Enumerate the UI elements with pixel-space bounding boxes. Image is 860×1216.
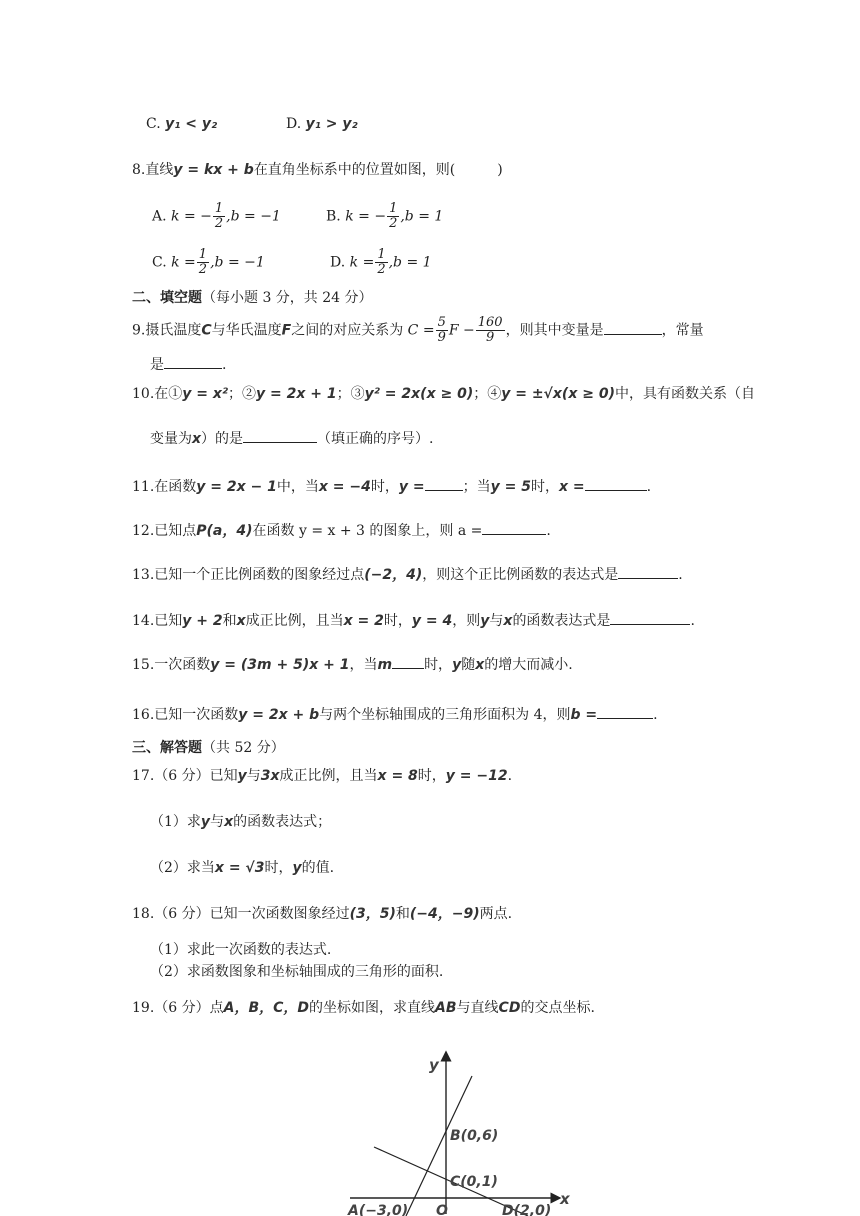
section-title: 三、解答题 [132,740,202,756]
q8-prefix: 8.直线 [132,162,174,178]
q14-expr-5: y [480,613,490,629]
q15-sep: 时， [424,657,453,673]
q13-suffix: . [678,567,683,583]
q17-p1-suffix: 的函数表达式； [233,814,332,830]
q17-p1-expr-1: y [200,814,211,830]
q9-formula-mid: F − [448,322,475,339]
fraction-numerator: 1 [214,201,224,216]
x-axis-label: x [560,1190,570,1208]
q17-expr-3: x = 8 [377,768,418,784]
origin-label: O [436,1203,448,1216]
option-b: ,b = −1 [226,208,281,225]
q11-expr-2: x = −4 [318,479,371,495]
q17-expr-1: y [237,768,247,784]
point-a-label: A(−3,0) [348,1203,409,1216]
q15-suffix: 的增大而减小. [484,657,573,673]
q10-expr-3: y² = 2x(x ≥ 0) [364,386,474,402]
section-note: （每小题 3 分，共 24 分） [202,290,373,306]
q15-sep: ，当 [349,657,378,673]
question-18-part-1: （1）求此一次函数的表达式. [150,942,332,958]
q9-c: C [201,322,212,339]
q10-var: x [192,431,202,447]
option-expr: y₁ > y₂ [305,116,358,132]
q15-expr-4: x [475,657,485,673]
q11-prefix: 11.在函数 [132,479,197,495]
fraction-numerator: 160 [477,315,503,330]
q10-sep: ；② [228,386,257,402]
q14-sep: 成正比例，且当 [245,613,344,629]
q15-expr-2: m [377,657,393,673]
section-title: 二、填空题 [132,290,202,306]
q12-suffix: . [546,523,551,539]
fraction-numerator: 1 [389,201,398,216]
q15-expr-1: y = (3m + 5)x + 1 [210,657,350,673]
q11-expr-5: x = [558,479,585,495]
q11-sep: ；当 [462,479,491,495]
q18-mid: 和 [395,906,410,922]
fraction-numerator: 1 [198,247,208,262]
q17-p2-prefix: （2）求当 [150,860,215,876]
q13-mid: ，则这个正比例函数的表达式是 [422,567,619,583]
option-label: C. [152,254,167,271]
q14-sep: 时， [383,613,412,629]
q8-expr: y = kx + b [173,162,254,178]
fraction-denominator: 9 [437,330,446,345]
q11-sep: 时， [530,479,559,495]
option-k: k = [349,254,375,271]
q17-prefix: 17.（6 分）已知 [132,768,238,784]
q17-sep: 成正比例，且当 [279,768,378,784]
q15-prefix: 15.一次函数 [132,657,211,673]
q19-mid2: 与直线 [456,1000,499,1016]
q8-suffix: 在直角坐标系中的位置如图，则( ) [253,162,503,178]
q17-suffix: . [507,768,513,784]
q9-mid: 与华氏温度 [211,322,282,339]
q17-expr-2: 3x [260,768,280,784]
q10-sep: ；④ [473,386,502,402]
option-k: k = [171,254,196,271]
q10-prefix: 10.在① [132,386,183,402]
option-label: C. [146,116,161,132]
q10-line2-prefix: 变量为 [150,431,192,447]
q14-expr-3: x = 2 [343,613,384,629]
q12-prefix: 12.已知点 [132,523,197,539]
q18-expr-1: (3，5) [349,906,396,922]
q17-p1-prefix: （1）求 [150,814,201,830]
q10-sep: ；③ [336,386,365,402]
q14-prefix: 14.已知 [132,613,183,629]
option-k: k = − [171,208,212,225]
q16-mid: 与两个坐标轴围成的三角形面积为 4，则 [319,707,571,723]
fraction-denominator: 2 [214,216,224,231]
fraction-numerator: 5 [437,315,446,330]
q19-expr-2: AB [435,1000,457,1016]
q14-suffix: . [690,613,695,629]
line-ab [406,1076,472,1216]
q15-expr-3: y [452,657,462,673]
q10-line2-mid: ）的是 [201,431,244,447]
option-k: k = − [345,208,387,225]
q14-sep: 和 [222,613,237,629]
option-label: D. [330,254,346,271]
q14-expr-2: x [236,613,246,629]
q17-sep: 与 [246,768,261,784]
q9-suffix2: ，常量 [661,322,704,339]
fraction-denominator: 2 [198,262,208,277]
q18-expr-2: (−4，−9) [409,906,480,922]
q17-p2-suffix: 的值. [301,860,335,876]
option-label: B. [326,208,341,225]
q14-expr-6: x [503,613,513,629]
q11-expr-4: y = 5 [490,479,531,495]
option-label: D. [286,116,302,132]
q11-expr-1: y = 2x − 1 [196,479,277,495]
fraction-denominator: 2 [389,216,398,231]
q16-suffix: . [653,707,658,723]
q16-prefix: 16.已知一次函数 [132,707,239,723]
q10-expr-2: y = 2x + 1 [256,386,337,402]
q11-suffix: . [646,479,652,495]
q14-expr-1: y + 2 [182,613,223,629]
option-b: ,b = −1 [210,254,265,271]
q11-sep: 中，当 [276,479,319,495]
q9-f: F [281,322,292,339]
section-note: （共 52 分） [202,740,285,756]
q9-line2-prefix: 是 [150,357,164,373]
option-b: ,b = 1 [400,208,444,225]
fraction-numerator: 1 [377,247,386,262]
q10-expr-1: y = x² [182,386,229,402]
option-b: ,b = 1 [388,254,432,271]
q10-line2-suffix: （填正确的序号）. [317,431,434,447]
q18-suffix: 两点. [479,906,513,922]
option-expr: y₁ < y₂ [165,116,218,132]
q16-expr-1: y = 2x + b [238,707,320,723]
fraction-denominator: 9 [486,330,495,345]
y-axis-label: y [429,1056,439,1074]
q16-expr-2: b = [570,707,598,723]
q9-line2-suffix: . [222,357,227,373]
q19-expr-1: A，B，C，D [223,1000,310,1016]
q17-p2-mid: 时， [264,860,293,876]
q19-suffix: 的交点坐标. [520,1000,595,1016]
q13-expr: (−2，4) [364,567,423,583]
q11-expr-3: y = [398,479,425,495]
q9-mid2: 之间的对应关系为 [291,322,404,339]
q19-expr-3: CD [498,1000,521,1016]
q14-sep: ，则 [452,613,481,629]
q14-sep: 与 [489,613,504,629]
q19-mid: 的坐标如图，求直线 [309,1000,436,1016]
q17-p2-expr-1: x = √3 [214,860,265,876]
q9-prefix: 9.摄氏温度 [132,322,202,339]
point-b-label: B(0,6) [450,1128,499,1144]
option-label: A. [152,208,167,225]
q12-mid: 在函数 y = x + 3 的图象上，则 a = [252,523,483,539]
q10-expr-4: y = ±√x(x ≥ 0) [501,386,615,402]
q17-p1-expr-2: x [224,814,234,830]
q17-sep: 时， [417,768,446,784]
q9-suffix: ，则其中变量是 [505,322,604,339]
point-d-label: D(2,0) [502,1203,552,1216]
q14-sep: 的函数表达式是 [512,613,611,629]
q9-formula-lhs: C = [407,322,435,339]
q13-prefix: 13.已知一个正比例函数的图象经过点 [132,567,365,583]
q12-expr: P(a，4) [196,523,253,539]
q11-sep: 时， [370,479,399,495]
q14-expr-4: y = 4 [411,613,453,629]
q10-suffix: 中，具有函数关系（自 [614,386,755,402]
q19-prefix: 19.（6 分）点 [132,1000,224,1016]
q17-expr-4: y = −12 [445,768,508,784]
question-18-part-2: （2）求函数图象和坐标轴围成的三角形的面积. [150,964,444,980]
fraction-denominator: 2 [377,262,386,277]
q17-p1-mid: 与 [210,814,225,830]
q15-mid: 随 [461,657,476,673]
point-c-label: C(0,1) [450,1174,498,1190]
q18-prefix: 18.（6 分）已知一次函数图象经过 [132,906,350,922]
q17-p2-expr-2: y [292,860,302,876]
